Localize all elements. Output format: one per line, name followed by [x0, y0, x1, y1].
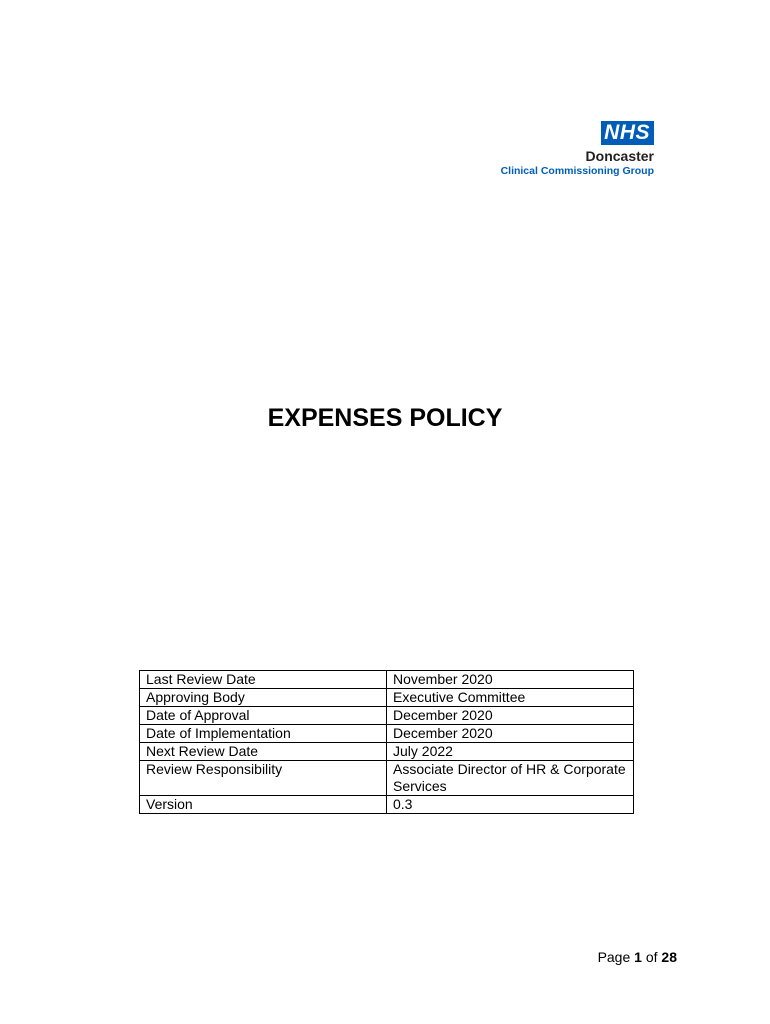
table-row	[140, 671, 634, 689]
row-value: July 2022	[387, 743, 634, 761]
table-row	[140, 761, 634, 796]
row-label: Last Review Date	[140, 671, 387, 689]
table-row	[140, 707, 634, 725]
nhs-logo-mark: NHS	[601, 121, 654, 145]
row-value: Associate Director of HR & Corporate Services	[387, 761, 634, 796]
table-row	[140, 725, 634, 743]
page-of: of	[645, 949, 658, 965]
row-value: December 2020	[387, 725, 634, 743]
row-label: Version	[140, 796, 387, 814]
page-total: 28	[661, 949, 677, 965]
row-value: November 2020	[387, 671, 634, 689]
document-control-table	[139, 670, 634, 814]
row-value: Executive Committee	[387, 689, 634, 707]
row-label: Next Review Date	[140, 743, 387, 761]
row-label: Review Responsibility	[140, 761, 387, 796]
org-name: Doncaster	[585, 148, 654, 164]
page-number	[598, 948, 677, 966]
table-row	[140, 743, 634, 761]
row-label: Approving Body	[140, 689, 387, 707]
nhs-logo	[484, 121, 654, 177]
org-subtitle: Clinical Commissioning Group	[500, 165, 654, 177]
table-row	[140, 689, 634, 707]
page-current: 1	[634, 949, 642, 965]
page-prefix: Page	[597, 949, 631, 965]
row-label: Date of Approval	[140, 707, 387, 725]
row-label: Date of Implementation	[140, 725, 387, 743]
row-value: 0.3	[387, 796, 634, 814]
row-value: December 2020	[387, 707, 634, 725]
document-title: EXPENSES POLICY	[267, 404, 503, 432]
table-row	[140, 796, 634, 814]
